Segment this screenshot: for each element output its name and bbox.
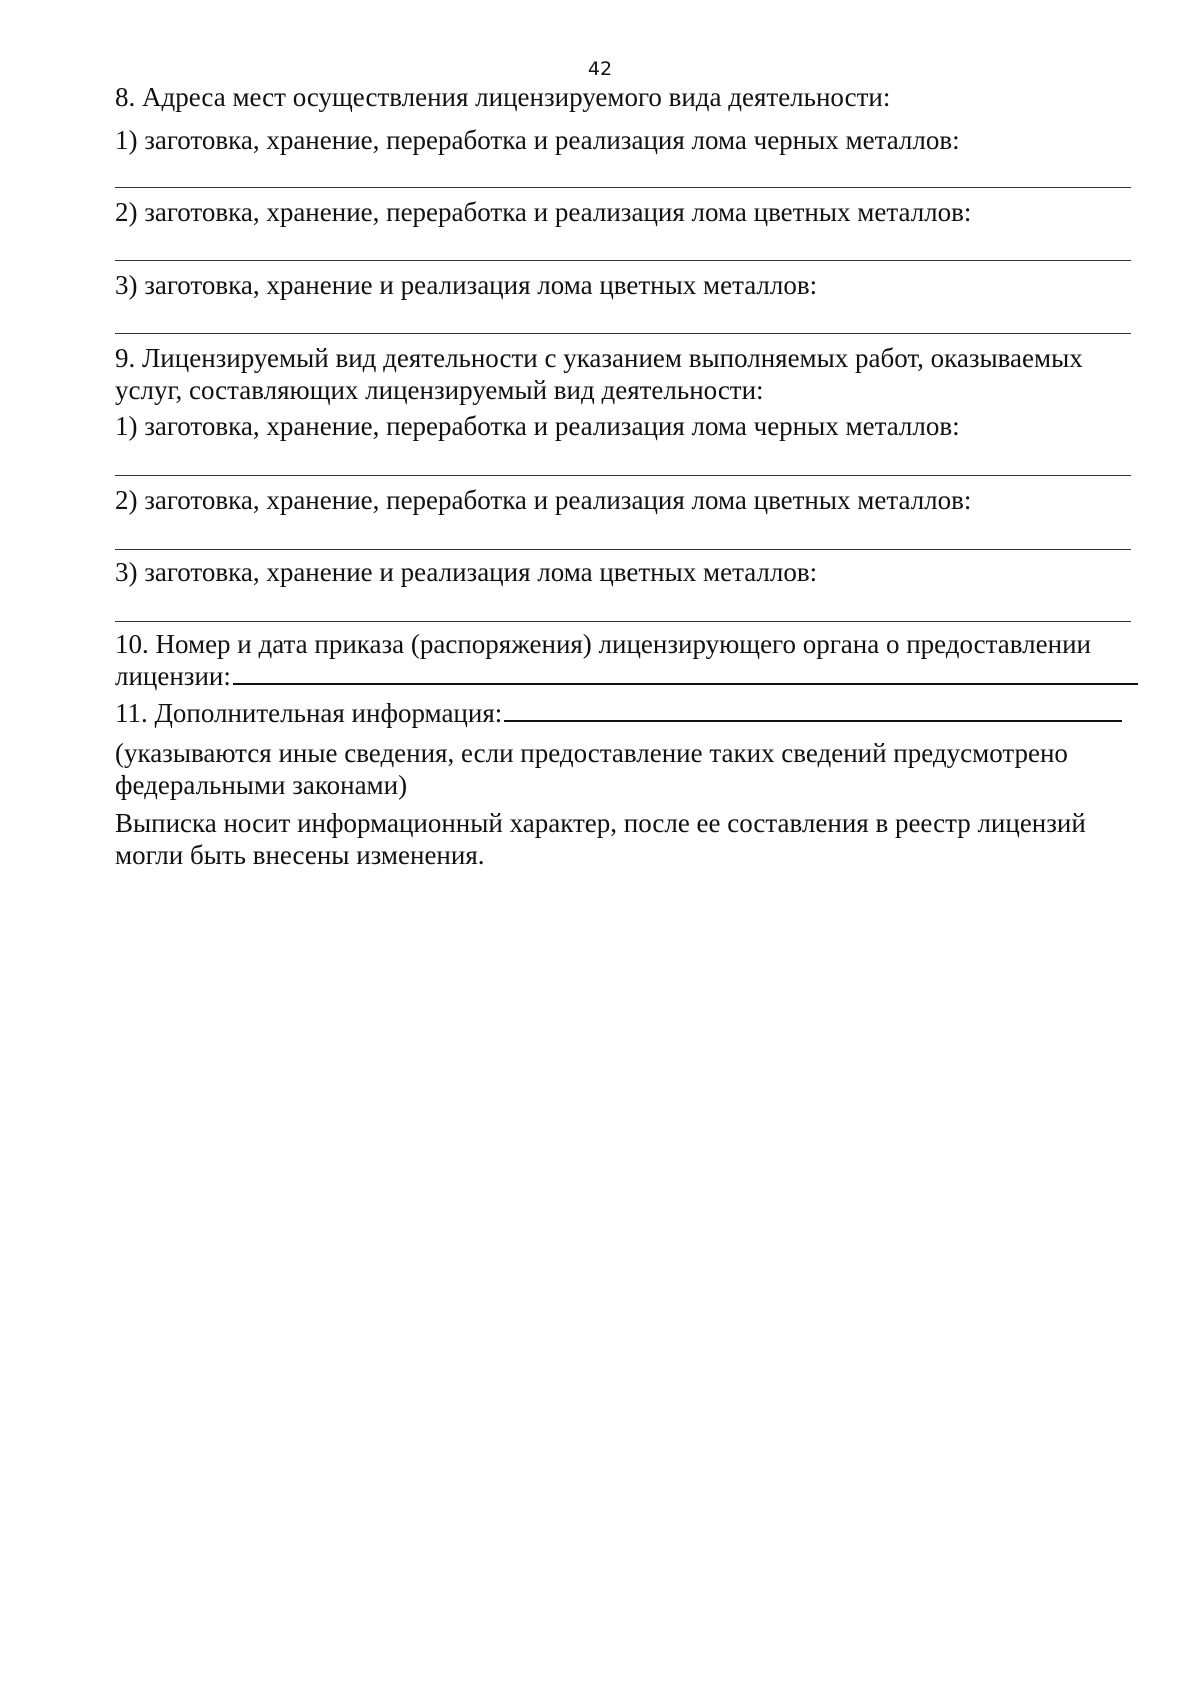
section-9-item-1: 1) заготовка, хранение, переработка и реализация лома черных металлов: (115, 411, 960, 441)
section-10-line-2-row (115, 660, 1145, 692)
section-9-item-2-fill-line (115, 549, 1131, 550)
section-11-label: 11. Дополнительная информация: (115, 698, 503, 728)
license-order-fill-line (233, 661, 1138, 685)
section-9-heading-line-1: 9. Лицензируемый вид деятельности с указанием выполняемых работ, оказываемых (115, 343, 1083, 373)
section-8-item-2: 2) заготовка, хранение, переработка и реализация лома цветных металлов: (115, 197, 972, 227)
section-8-item-3: 3) заготовка, хранение и реализация лома цветных металлов: (115, 270, 818, 300)
disclaimer-line-2: могли быть внесены изменения. (115, 840, 485, 870)
section-11-row (115, 697, 1145, 729)
additional-info-fill-line (504, 698, 1122, 722)
section-10-line-2: лицензии: (115, 661, 231, 691)
section-11-note-line-1: (указываются иные сведения, если предоставление таких сведений предусмотрено (115, 738, 1068, 768)
section-9-item-2: 2) заготовка, хранение, переработка и реализация лома цветных металлов: (115, 485, 972, 515)
section-11-note-line-2: федеральными законами) (115, 770, 408, 800)
section-8-item-2-fill-line (115, 260, 1131, 261)
section-9-item-1-fill-line (115, 475, 1131, 476)
section-10-line-1: 10. Номер и дата приказа (распоряжения) лицензирующего органа о предоставлении (115, 629, 1091, 659)
section-9-item-3-fill-line (115, 621, 1131, 622)
section-8-heading: 8. Адреса мест осуществления лицензируемого вида деятельности: (115, 82, 891, 112)
section-8-item-3-fill-line (115, 333, 1131, 334)
disclaimer-line-1: Выписка носит информационный характер, после ее составления в реестр лицензий (115, 808, 1086, 838)
section-8-item-1: 1) заготовка, хранение, переработка и реализация лома черных металлов: (115, 125, 960, 155)
page-number: 42 (587, 58, 613, 80)
section-8-item-1-fill-line (115, 187, 1131, 188)
section-9-item-3: 3) заготовка, хранение и реализация лома цветных металлов: (115, 557, 818, 587)
section-9-heading-line-2: услуг, составляющих лицензируемый вид деятельности: (115, 375, 764, 405)
